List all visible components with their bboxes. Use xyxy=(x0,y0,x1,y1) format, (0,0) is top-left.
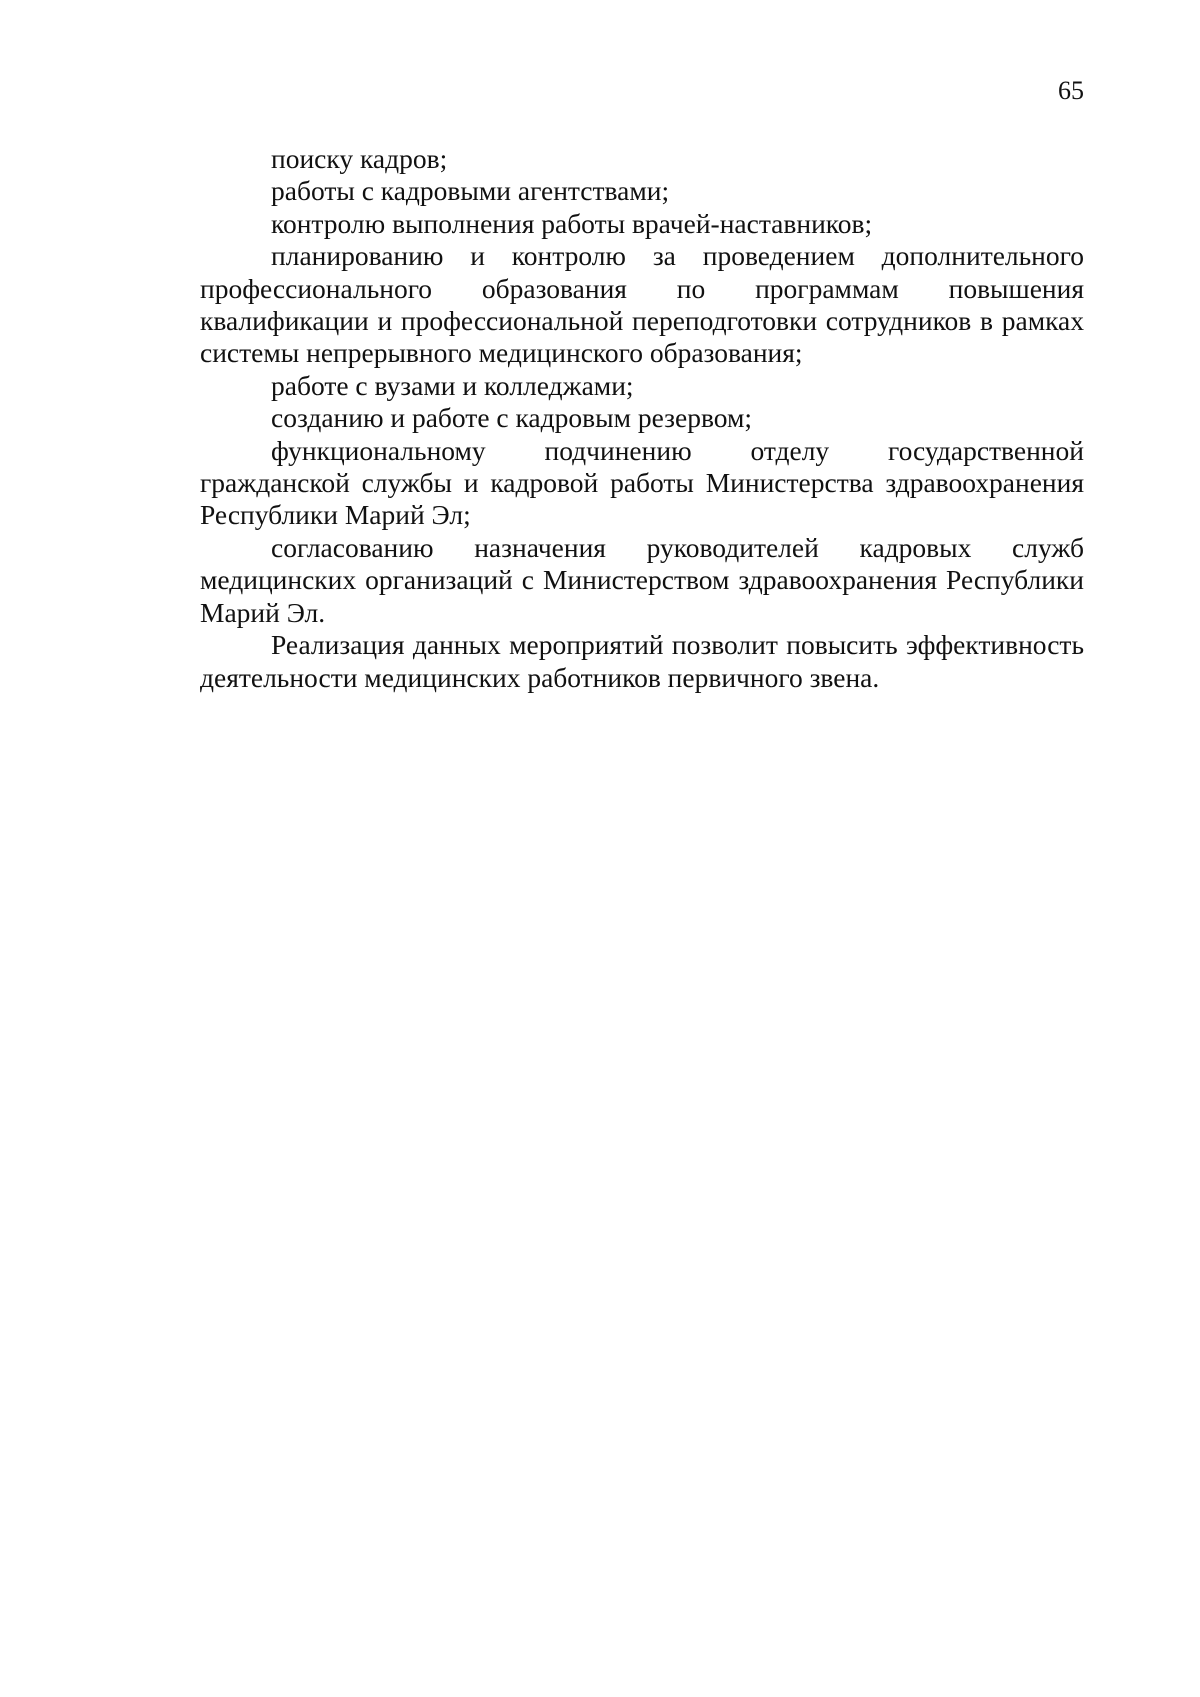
paragraph-personnel-reserve: созданию и работе с кадровым резервом; xyxy=(271,402,753,434)
paragraph-functional-subordination: функциональному подчинению отделу государственной гражданской службы и кадровой работы Министерства здравоохранения Республики Марий Эл; xyxy=(200,434,1084,531)
paragraph-professional-education: планированию и контролю за проведением дополнительного профессионального образования по программам повышения квалификации и профессиональной переподготовки сотрудников в рамках системы непрерывного медицинского образования; xyxy=(200,240,1084,369)
paragraph-universities-colleges: работе с вузами и колледжами; xyxy=(271,369,634,401)
paragraph-mentor-control: контролю выполнения работы врачей-наставников; xyxy=(271,207,873,239)
paragraph-appointment-approval: согласованию назначения руководителей кадровых служб медицинских организаций с Министерством здравоохранения Республики Марий Эл. xyxy=(200,531,1084,628)
paragraph-recruitment-agencies: работы с кадровыми агентствами; xyxy=(271,175,670,207)
paragraph-personnel-search: поиску кадров; xyxy=(271,143,448,174)
page-number: 65 xyxy=(1058,76,1084,105)
document-body xyxy=(200,143,1084,694)
paragraph-conclusion: Реализация данных мероприятий позволит повысить эффективность деятельности медицинских работников первичного звена. xyxy=(200,629,1084,693)
